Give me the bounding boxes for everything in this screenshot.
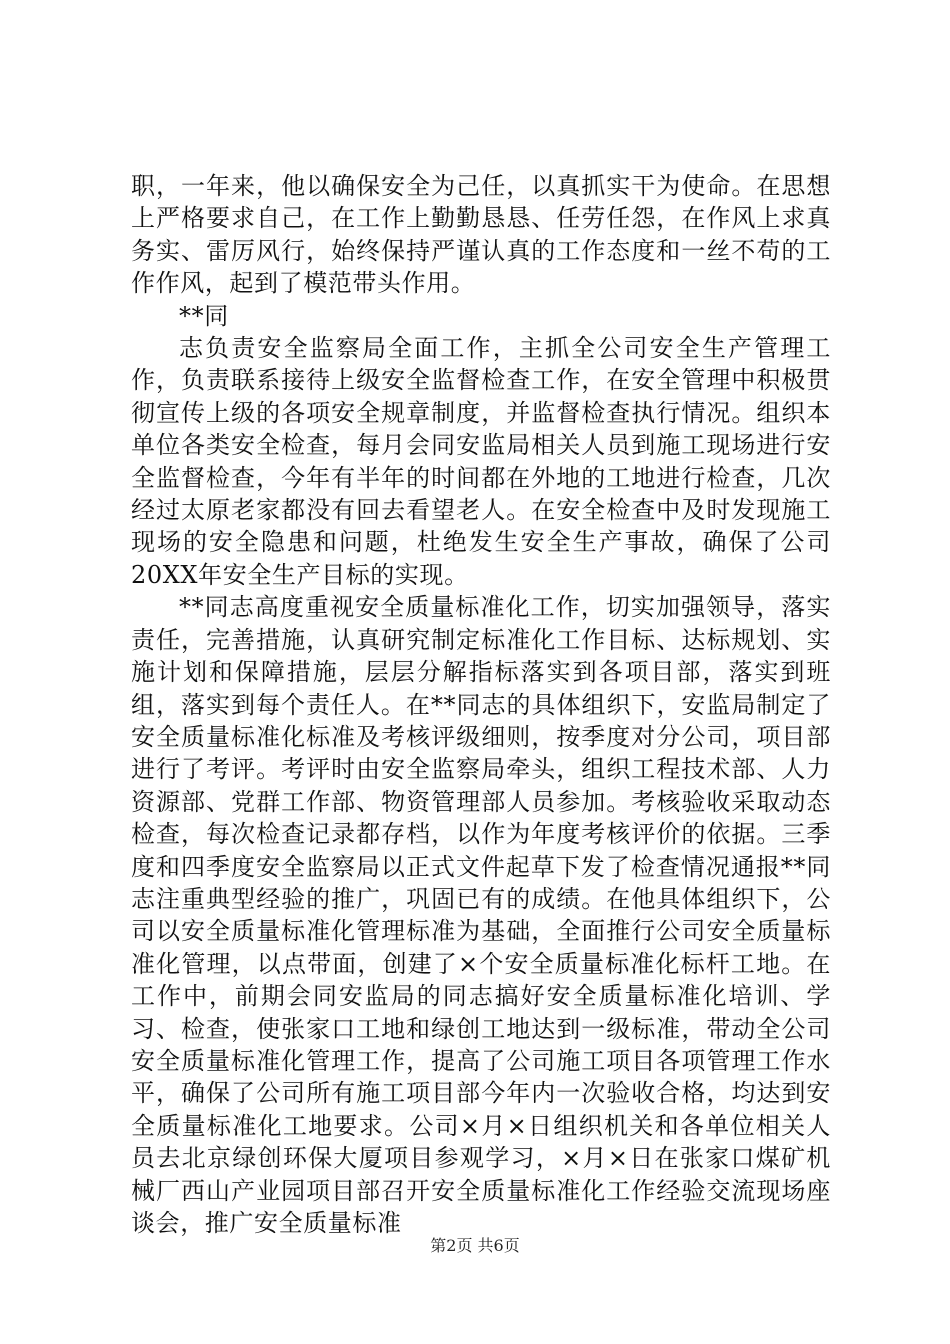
paragraph-safety-duties: 志负责安全监察局全面工作，主抓全公司安全生产管理工作，负责联系接待上级安全监督检查工作，在安全管理中积极贯彻宣传上级的各项安全规章制度，并监督检查执行情况。组织本单位各类安全检查，每月会同安监局相关人员到施工现场进行安全监督检查，今年有半年的时间都在外地的工地进行检查，几次经过太原老家都没有回去看望老人。在安全检查中及时发现施工现场的安全隐患和问题，杜绝发生安全生产事故，确保了公司20XX年安全生产目标的实现。	[131, 334, 831, 589]
paragraph-standardization-work: **同志高度重视安全质量标准化工作，切实加强领导，落实责任，完善措施，认真研究制定标准化工作目标、达标规划、实施计划和保障措施，层层分解指标落实到各项目部，落实到班组，落实到每个责任人。在**同志的具体组织下，安监局制定了安全质量标准化标准及考核评级细则，按季度对分公司，项目部进行了考评。考评时由安全监察局牵头，组织工程技术部、人力资源部、党群工作部、物资管理部人员参加。考核验收采取动态检查，每次检查记录都存档，以作为年度考核评价的依据。三季度和四季度安全监察局以正式文件起草下发了检查情况通报**同志注重典型经验的推广，巩固已有的成绩。在他具体组织下，公司以安全质量标准化管理标准为基础，全面推行公司安全质量标准化管理，以点带面，创建了×个安全质量标准化标杆工地。在工作中，前期会同安监局的同志搞好安全质量标准化培训、学习、检查，使张家口工地和绿创工地达到一级标准，带动全公司安全质量标准化管理工作，提高了公司施工项目各项管理工作水平，确保了公司所有施工项目部今年内一次验收合格，均达到安全质量标准化工地要求。公司×月×日组织机关和各单位相关人员去北京绿创环保大厦项目参观学习，×月×日在张家口煤矿机械厂西山产业园项目部召开安全质量标准化工作经验交流现场座谈会，推广安全质量标准	[131, 593, 831, 1237]
page-footer: 第2页 共6页	[430, 1236, 520, 1255]
paragraph-continuation: 职，一年来，他以确保安全为己任，以真抓实干为使命。在思想上严格要求自己，在工作上勤勤恳恳、任劳任怨，在作风上求真务实、雷厉风行，始终保持严谨认真的工作态度和一丝不苟的工作作风，起到了模范带头作用。	[131, 172, 831, 298]
document-body	[131, 170, 831, 1239]
paragraph-name-fragment: **同	[179, 301, 229, 330]
